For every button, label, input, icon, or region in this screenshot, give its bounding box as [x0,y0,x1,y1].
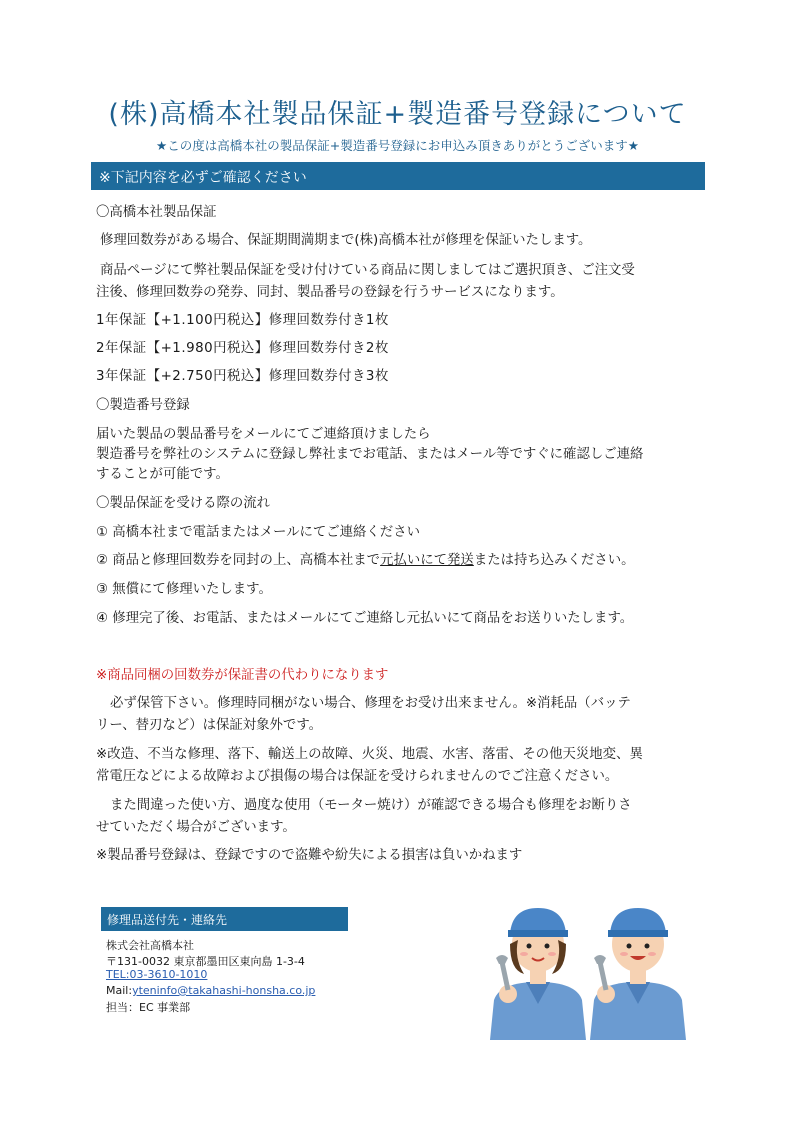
notes-1-line-2: リー、替刃など）は保証対象外です。 [96,718,323,733]
contact-heading: 修理品送付先・連絡先 [107,913,228,927]
flow-step-4: ④ 修理完了後、お電話、またはメールにてご連絡し元払いにて商品をお送りいたします。 [96,611,634,626]
notes-3-line-2: せていただく場合がございます。 [96,820,296,835]
notes-3-line-1: また間違った使い方、過度な使用（モーター焼け）が確認できる場合も修理をお断りさ [110,798,632,813]
contact-heading-bar [101,907,348,931]
contact-company: 株式会社高橋本社 [106,939,194,952]
serial-line-1: 届いた製品の製品番号をメールにてご連絡頂けましたら [96,427,431,442]
warranty-plan-2: 2年保証【+1.980円税込】修理回数券付き2枚 [96,341,389,356]
notes-1-line-1: 必ず保管下さい。修理時同梱がない場合、修理をお受け出来ません。※消耗品（バッテ [110,696,631,711]
page-subtitle: ★この度は高橋本社の製品保証+製造番号登録にお申込み頂きありがとうございます★ [156,138,639,153]
serial-line-3: することが可能です。 [96,467,229,482]
flow-step-2-underline: 元払いにて発送 [380,553,474,568]
notes-2-line-1: ※改造、不当な修理、落下、輸送上の故障、火災、地震、水害、落雷、その他天災地変、異 [96,747,643,762]
contact-address: 〒131-0032 東京都墨田区東向島 1-3-4 [106,955,305,968]
repair-workers-illustration [488,900,688,1040]
warranty-paragraph-1: 修理回数券がある場合、保証期間満期まで(株)高橋本社が修理を保証いたします。 [100,233,592,248]
notes-4: ※製品番号登録は、登録ですので盗難や紛失による損害は負いかねます [96,848,523,863]
contact-mail [106,984,315,997]
serial-line-2: 製造番号を弊社のシステムに登録し弊社までお電話、またはメール等ですぐに確認しご連絡 [96,447,644,462]
notes-2-line-2: 常電圧などによる故障および損傷の場合は保証を受けられませんのでご注意ください。 [96,769,619,784]
notice-banner [91,162,705,190]
flow-step-2-post: または持ち込みください。 [473,553,635,568]
warranty-heading: 〇高橋本社製品保証 [96,205,217,220]
contact-tel-link[interactable]: TEL:03-3610-1010 [106,968,208,981]
worker-female-icon [490,908,586,1040]
contact-mail-label: Mail: [106,984,133,997]
flow-step-2-pre: ② 商品と修理回数券を同封の上、高橋本社まで [96,553,381,568]
notes-red-heading: ※商品同梱の回数券が保証書の代わりになります [96,668,389,683]
contact-person: 担当：EC 事業部 [106,1001,191,1014]
page-title: (株)高橋本社製品保証+製造番号登録について [108,99,687,130]
warranty-plan-1: 1年保証【+1.100円税込】修理回数券付き1枚 [96,313,389,328]
notice-banner-text: ※下記内容を必ずご確認ください [99,170,307,186]
worker-male-icon [590,908,686,1040]
flow-step-1: ① 高橋本社まで電話またはメールにてご連絡ください [96,525,420,540]
flow-step-2 [96,551,635,571]
serial-heading: 〇製造番号登録 [96,398,190,413]
warranty-paragraph-2-line-2: 注後、修理回数券の発券、同封、製品番号の登録を行うサービスになります。 [96,285,564,300]
warranty-plan-3: 3年保証【+2.750円税込】修理回数券付き3枚 [96,369,389,384]
flow-step-3: ③ 無償にて修理いたします。 [96,582,272,597]
warranty-paragraph-2-line-1: 商品ページにて弊社製品保証を受け付けている商品に関しましてはご選択頂き、ご注文受 [100,263,635,278]
contact-mail-link[interactable]: yteninfo@takahashi-honsha.co.jp [132,984,316,997]
flow-heading: 〇製品保証を受ける際の流れ [96,496,271,511]
